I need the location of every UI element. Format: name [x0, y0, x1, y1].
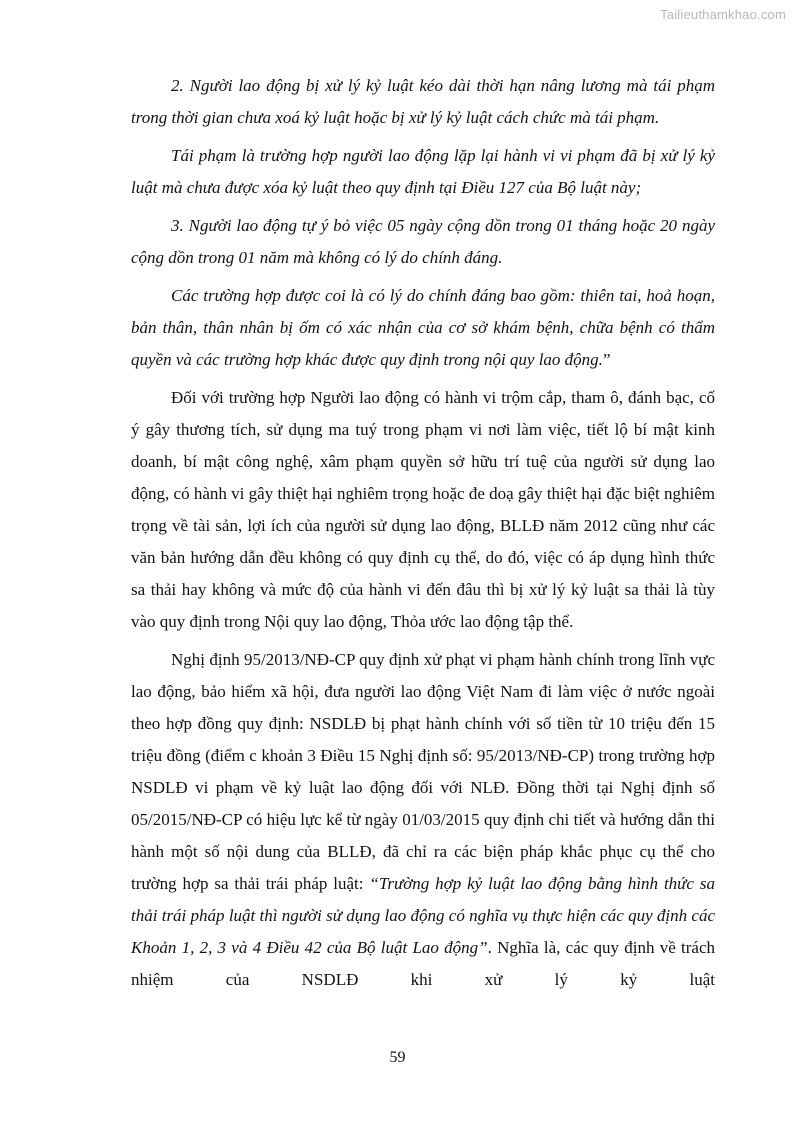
decree-text-continued: . Nghĩa là, các quy định về trách nhiệm của NSDLĐ khi xử lý kỷ luật: [131, 938, 715, 989]
closing-quote: ”: [602, 350, 611, 369]
watermark-text: Tailieuthamkhao.com: [660, 7, 786, 22]
decree-quote: “Trường hợp kỷ luật lao động bằng hình thức sa thải trái pháp luật thì người sử dụng lao động có nghĩa vụ thực hiện các quy định các Khoản 1, 2, 3 và 4 Điều 42 của Bộ luật Lao động”: [131, 874, 715, 957]
paragraph-decree-95: [131, 644, 715, 996]
paragraph-theft-cases: Đối với trường hợp Người lao động có hành vi trộm cắp, tham ô, đánh bạc, cố ý gây thương tích, sử dụng ma tuý trong phạm vi nơi làm việc, tiết lộ bí mật kinh doanh, bí mật công nghệ, xâm phạm quyền sở hữu trí tuệ của người sử dụng lao động, có hành vi gây thiệt hại nghiêm trọng hoặc đe doạ gây thiệt hại đặc biệt nghiêm trọng về tài sản, lợi ích của người sử dụng lao động, BLLĐ năm 2012 cũng như các văn bản hướng dẫn đều không có quy định cụ thể, do đó, việc có áp dụng hình thức sa thải hay không và mức độ của hành vi đến đâu thì bị xử lý kỷ luật sa thải là tùy vào quy định trong Nội quy lao động, Thỏa ước lao động tập thể.: [131, 388, 715, 631]
paragraph-clause-3: 3. Người lao động tự ý bỏ việc 05 ngày cộng dồn trong 01 tháng hoặc 20 ngày cộng dồn trong 01 năm mà không có lý do chính đáng.: [131, 216, 715, 267]
paragraph-clause-2: 2. Người lao động bị xử lý kỷ luật kéo dài thời hạn nâng lương mà tái phạm trong thời gian chưa xoá kỷ luật hoặc bị xử lý kỷ luật cách chức mà tái phạm.: [131, 76, 715, 127]
legitimate-reasons-text: Các trường hợp được coi là có lý do chính đáng bao gồm: thiên tai, hoả hoạn, bản thân, thân nhân bị ốm có xác nhận của cơ sở khám bệnh, chữa bệnh có thẩm quyền và các trường hợp khác được quy định trong nội quy lao động.: [131, 286, 715, 369]
page-number: 59: [389, 1049, 406, 1066]
paragraph-recidivism-definition: Tái phạm là trường hợp người lao động lặp lại hành vi vi phạm đã bị xử lý kỷ luật mà chưa được xóa kỷ luật theo quy định tại Điều 127 của Bộ luật này;: [131, 146, 715, 197]
decree-text: Nghị định 95/2013/NĐ-CP quy định xử phạt vi phạm hành chính trong lĩnh vực lao động, bảo hiểm xã hội, đưa người lao động Việt Nam đi làm việc ở nước ngoài theo hợp đồng quy định: NSDLĐ bị phạt hành chính với số tiền từ 10 triệu đến 15 triệu đồng (điểm c khoản 3 Điều 15 Nghị định số: 95/2013/NĐ-CP) trong trường hợp NSDLĐ vi phạm về kỷ luật lao động đối với NLĐ. Đồng thời tại Nghị định số 05/2015/NĐ-CP có hiệu lực kể từ ngày 01/03/2015 quy định chi tiết và hướng dẫn thi hành một số nội dung của BLLĐ, đã chỉ ra các biện pháp khắc phục cụ thể cho trường hợp sa thải trái pháp luật:: [131, 650, 715, 893]
document-body: [131, 70, 715, 1002]
paragraph-legitimate-reasons: [131, 280, 715, 376]
